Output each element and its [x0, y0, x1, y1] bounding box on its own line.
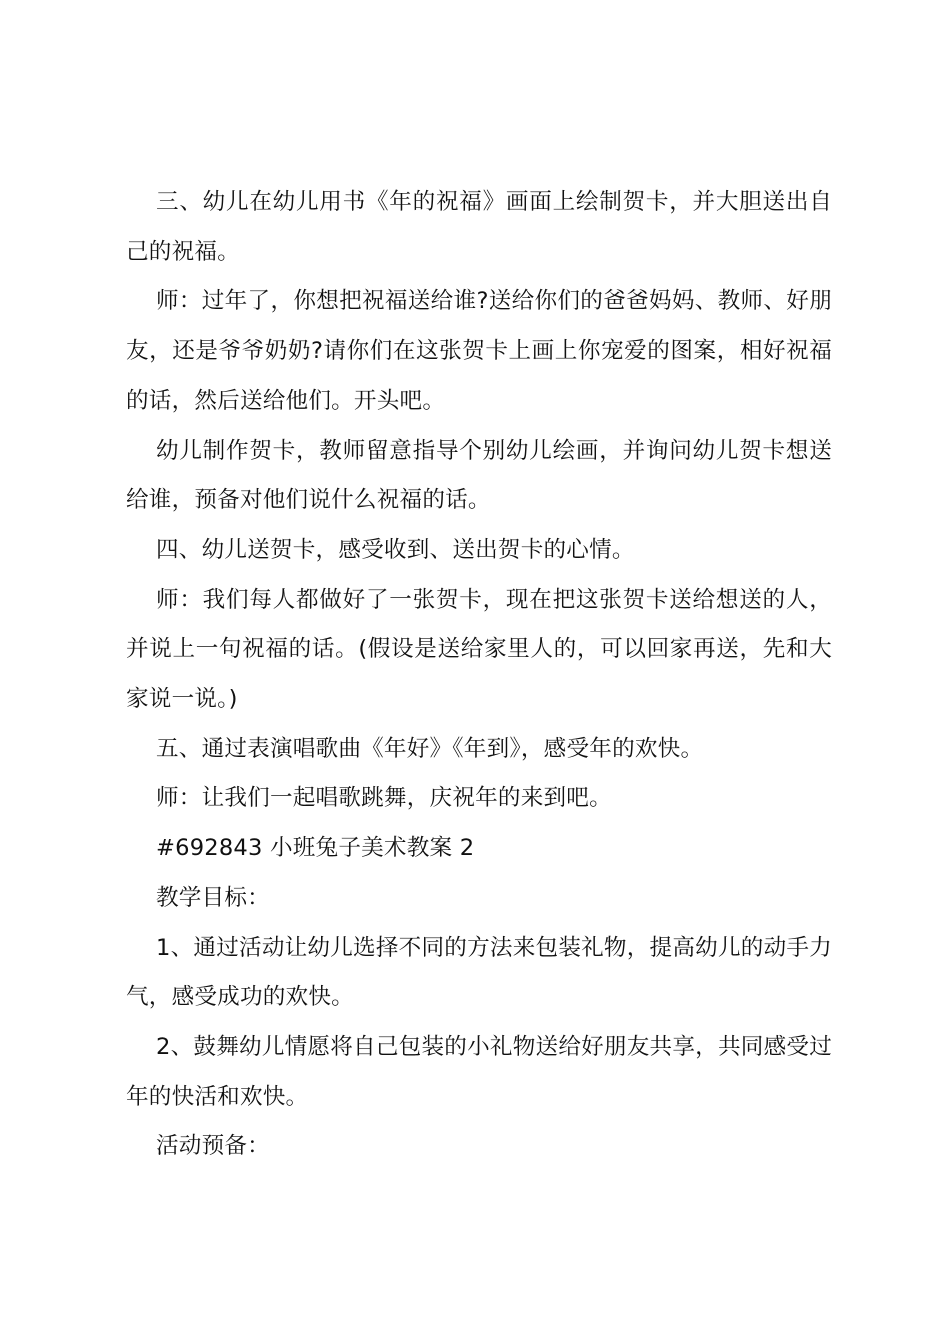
- paragraph-goal-one: 1、通过活动让幼儿选择不同的方法来包装礼物，提高幼儿的动手力气，感受成功的欢快。: [126, 934, 832, 1011]
- paragraph-goal-two: 2、鼓舞幼儿情愿将自己包装的小礼物送给好朋友共享，共同感受过年的快活和欢快。: [126, 1033, 832, 1110]
- paragraph-teacher-greeting-card: 师：过年了，你想把祝福送给谁?送给你们的爸爸妈妈、教师、好朋友，还是爷爷奶奶?请你们在这张贺卡上画上你宠爱的图案，相好祝福的话，然后送给他们。开头吧。: [126, 288, 832, 414]
- paragraph-section-five: 五、通过表演唱歌曲《年好》《年到》，感受年的欢快。: [156, 735, 704, 762]
- paragraph-teacher-sing-dance: 师：让我们一起唱歌跳舞，庆祝年的来到吧。: [156, 785, 612, 812]
- paragraph-teacher-send-cards: 师：我们每人都做好了一张贺卡，现在把这张贺卡送给想送的人，并说上一句祝福的话。(假设是送给家里人的，可以回家再送，先和大家说一说。): [126, 586, 832, 713]
- paragraph-children-make-cards: 幼儿制作贺卡，教师留意指导个别幼儿绘画，并询问幼儿贺卡想送给谁，预备对他们说什么祝福的话。: [126, 437, 832, 514]
- paragraph-section-four: 四、幼儿送贺卡，感受收到、送出贺卡的心情。: [156, 536, 635, 563]
- paragraph-section-three: 三、幼儿在幼儿用书《年的祝福》画面上绘制贺卡，并大胆送出自己的祝福。: [126, 189, 832, 265]
- paragraph-teaching-goals-heading: 教学目标：: [156, 884, 270, 911]
- document-body: [126, 178, 832, 1172]
- paragraph-lesson-heading: #692843 小班兔子美术教案 2: [156, 835, 475, 862]
- paragraph-preparation-heading: 活动预备：: [156, 1133, 270, 1160]
